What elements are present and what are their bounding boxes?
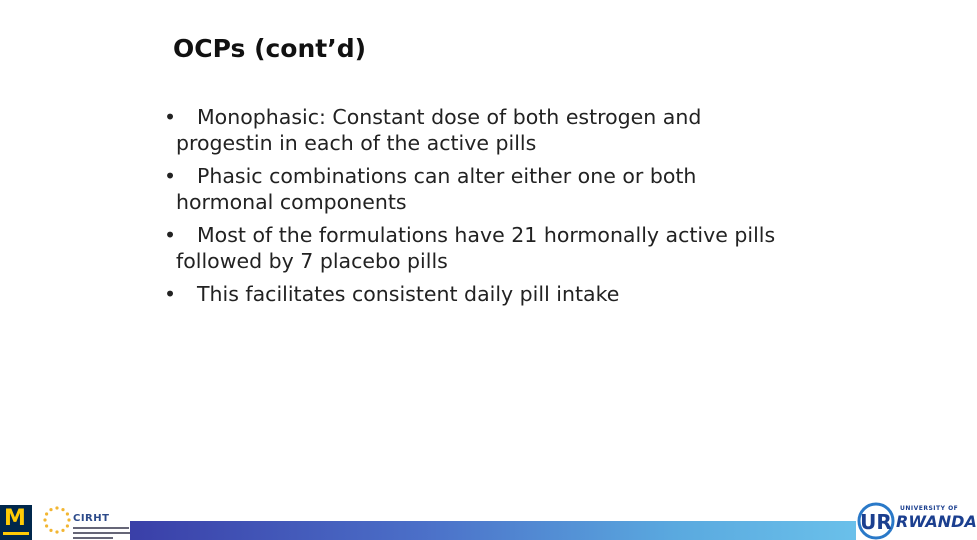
bullet-text-line1: Most of the formulations have 21 hormonally active pills [197, 223, 776, 247]
bullet-text-line1: This facilitates consistent daily pill intake [197, 282, 620, 306]
cirht-name: CIRHT [73, 513, 110, 524]
michigan-logo [0, 505, 32, 540]
bullet-text-line2: progestin in each of the active pills [176, 131, 537, 155]
bullet-icon: • [164, 223, 177, 247]
bullet-item [160, 222, 820, 274]
michigan-logo-bar [3, 532, 29, 535]
bullet-text-line1: Phasic combinations can alter either one or both [197, 164, 697, 188]
cirht-ring-icon [42, 505, 72, 535]
ur-logo-main-text: RWANDA [896, 512, 977, 531]
bullet-icon: • [164, 282, 177, 306]
footer-gradient-bar [130, 521, 856, 540]
bullet-text-line1: Monophasic: Constant dose of both estrogen and [197, 105, 702, 129]
bullet-list [160, 104, 820, 314]
svg-text:UR: UR [860, 510, 892, 534]
university-of-rwanda-logo [856, 500, 977, 540]
ur-emblem-icon [856, 500, 896, 540]
bullet-item [160, 281, 820, 307]
bullet-icon: • [164, 164, 177, 188]
slide-title: OCPs (cont’d) [173, 34, 367, 63]
bullet-item [160, 104, 820, 156]
bullet-icon: • [164, 105, 177, 129]
bullet-text-line2: hormonal components [176, 190, 407, 214]
bullet-text-line2: followed by 7 placebo pills [176, 249, 448, 273]
bullet-item [160, 163, 820, 215]
michigan-m-icon: M [4, 506, 26, 531]
ur-logo-top-text: UNIVERSITY OF [900, 505, 959, 512]
cirht-logo [42, 505, 132, 540]
